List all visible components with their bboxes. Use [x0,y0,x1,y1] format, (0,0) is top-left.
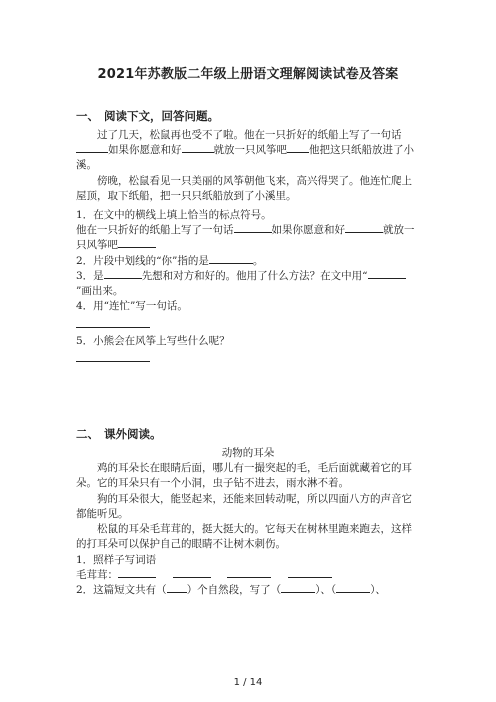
answer-blank[interactable] [104,269,142,279]
word-blank[interactable] [288,568,332,578]
answer-blank[interactable] [209,254,253,264]
punctuation-blank[interactable] [287,143,309,153]
underline-mark-blank [368,269,406,279]
page-number: 1 / 14 [233,677,263,688]
section2-heading-text: 课外阅读。 [104,427,162,441]
section1-questions [76,208,420,362]
s2-question-1: 1．照样子写词语 [76,553,157,566]
answer-line[interactable] [76,349,150,362]
punctuation-blank[interactable] [76,143,108,153]
answer-blank[interactable] [281,583,315,593]
section1-para2: 傍晚，松鼠看见一只美丽的风筝朝他飞来，高兴得哭了。他连忙爬上屋顶，取下纸船，把一只只纸船放到了小溪里。 [76,174,412,202]
s1-question-2: 2．片段中划线的“你”指的是 。 [76,254,264,267]
s1-question-1-line: 他在一只折好的纸船上写了一句话 如果你愿意和好 就放一只风筝吧 [76,224,415,252]
section1-heading [76,108,219,125]
section2-para2: 狗的耳朵很大，能竖起来，还能来回转动呢，所以四面八方的声音它都能听见。 [76,492,412,520]
word-blank[interactable] [173,568,211,578]
answer-line[interactable] [76,315,150,328]
passage-title: 动物的耳朵 [221,447,275,459]
section1-para1: 过了几天，松鼠再也受不了啦。他在一只折好的纸船上写了一句话如果你愿意和好 就放一只风筝吧 他把这只纸船放进了小溪。 [76,129,414,172]
punctuation-blank[interactable] [234,223,272,233]
s1-question-4: 4．用“连忙”写一句话。 [76,300,188,313]
section2-number: 二、 [76,427,99,441]
section2-heading [76,426,162,443]
s2-question-1-line: 毛茸茸： [76,568,420,583]
answer-blank[interactable] [336,583,370,593]
section2-para1: 鸡的耳朵长在眼睛后面，哪儿有一撮突起的毛，毛后面就藏着它的耳朵。它的耳朵只有一个小洞，虫子钻不进去，雨水淋不着。 [76,462,412,490]
s1-question-5: 5．小熊会在风筝上写些什么呢？ [76,334,230,347]
section1-passage [76,128,420,204]
word-blank[interactable] [227,568,271,578]
section1-number: 一、 [76,109,99,123]
answer-blank[interactable] [167,583,187,593]
s1-question-3: 3．是 先想和对方和好的。他用了什么方法？在文中用“”画出来。 [76,269,420,299]
s2-question-2: 2．这篇短文共有（ ）个自然段，写了（ ）、（ ）、 [76,583,386,596]
section2-para3: 松鼠的耳朵毛茸茸的，挺大挺大的。它每天在树林里跑来跑去，这样的打耳朵可以保护自己的眼睛不让树木刺伤。 [76,523,412,551]
punctuation-blank[interactable] [118,238,156,248]
section2-passage [76,446,420,598]
word-blank[interactable] [118,568,156,578]
section1-heading-text: 阅读下文，回答问题。 [104,109,219,123]
punctuation-blank[interactable] [182,143,214,153]
s1-question-1: 1．在文中的横线上填上恰当的标点符号。 [76,209,272,221]
punctuation-blank[interactable] [345,223,383,233]
page-title: 2021年苏教版二年级上册语文理解阅读试卷及答案 [97,67,399,82]
